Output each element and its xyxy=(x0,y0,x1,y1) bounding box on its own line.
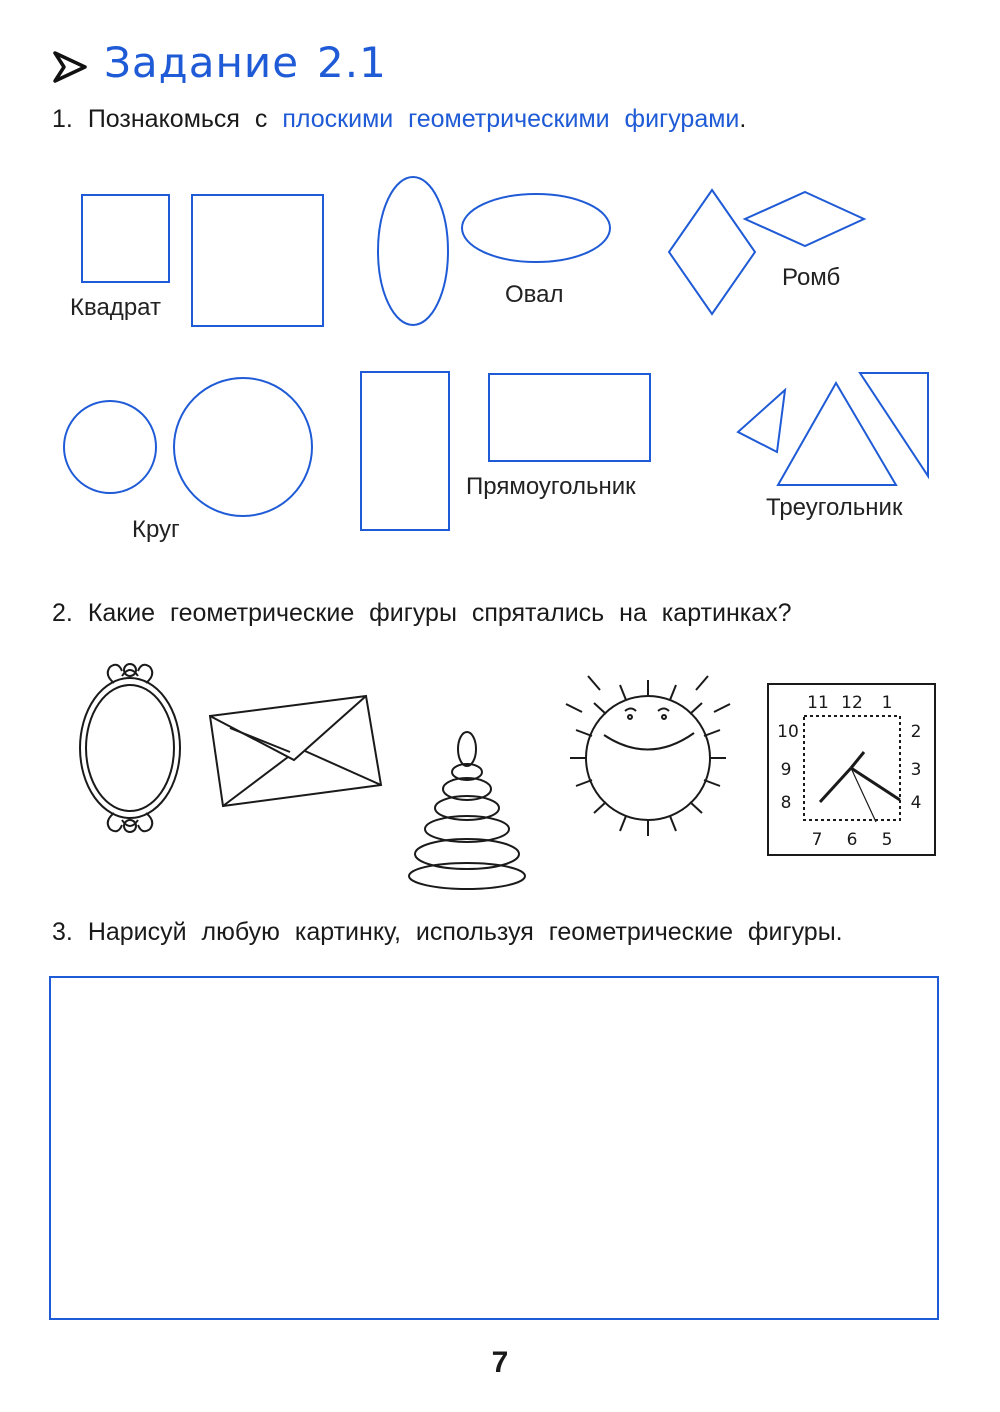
task-1-highlight: плоскими геометрическими фигурами xyxy=(282,105,740,133)
label-oval: Овал xyxy=(505,281,564,308)
clock-number: 1 xyxy=(881,693,893,713)
task-2-number: 2. xyxy=(52,599,73,627)
clock-number: 11 xyxy=(807,693,829,713)
label-rectangle: Прямоугольник xyxy=(466,473,636,500)
clock-number: 7 xyxy=(811,830,823,850)
task-1-number: 1. xyxy=(52,105,73,133)
drawing-area[interactable] xyxy=(49,976,939,1320)
mirror-icon xyxy=(80,664,180,832)
clock-number: 10 xyxy=(777,722,799,742)
clock-number: 8 xyxy=(780,793,792,813)
label-square: Квадрат xyxy=(70,294,161,321)
clock-number: 9 xyxy=(780,760,792,780)
label-rhombus: Ромб xyxy=(782,264,841,291)
clock-number: 3 xyxy=(910,760,922,780)
task-1-period: . xyxy=(739,105,747,133)
task-1-text: Познакомься с xyxy=(87,105,268,133)
clock-number: 6 xyxy=(846,830,858,850)
task-3-number: 3. xyxy=(52,918,73,946)
envelope-icon xyxy=(210,696,381,806)
label-triangle: Треугольник xyxy=(766,494,903,521)
page-number: 7 xyxy=(491,1346,509,1379)
clock-number: 12 xyxy=(841,693,863,713)
label-circle: Круг xyxy=(132,516,180,543)
clock-number: 5 xyxy=(881,830,893,850)
clock-number: 2 xyxy=(910,722,922,742)
title-number: 2.1 xyxy=(317,38,387,87)
task-2-text: Какие геометрические фигуры спрятались на картинках? xyxy=(87,599,792,627)
title-word: Задание xyxy=(104,38,300,87)
task-3 xyxy=(52,918,843,947)
task-3-text: Нарисуй любую картинку, используя геометрические фигуры. xyxy=(87,918,843,946)
sun-icon xyxy=(566,676,730,836)
clock-number: 4 xyxy=(910,793,922,813)
pyramid-toy-icon xyxy=(409,732,525,889)
